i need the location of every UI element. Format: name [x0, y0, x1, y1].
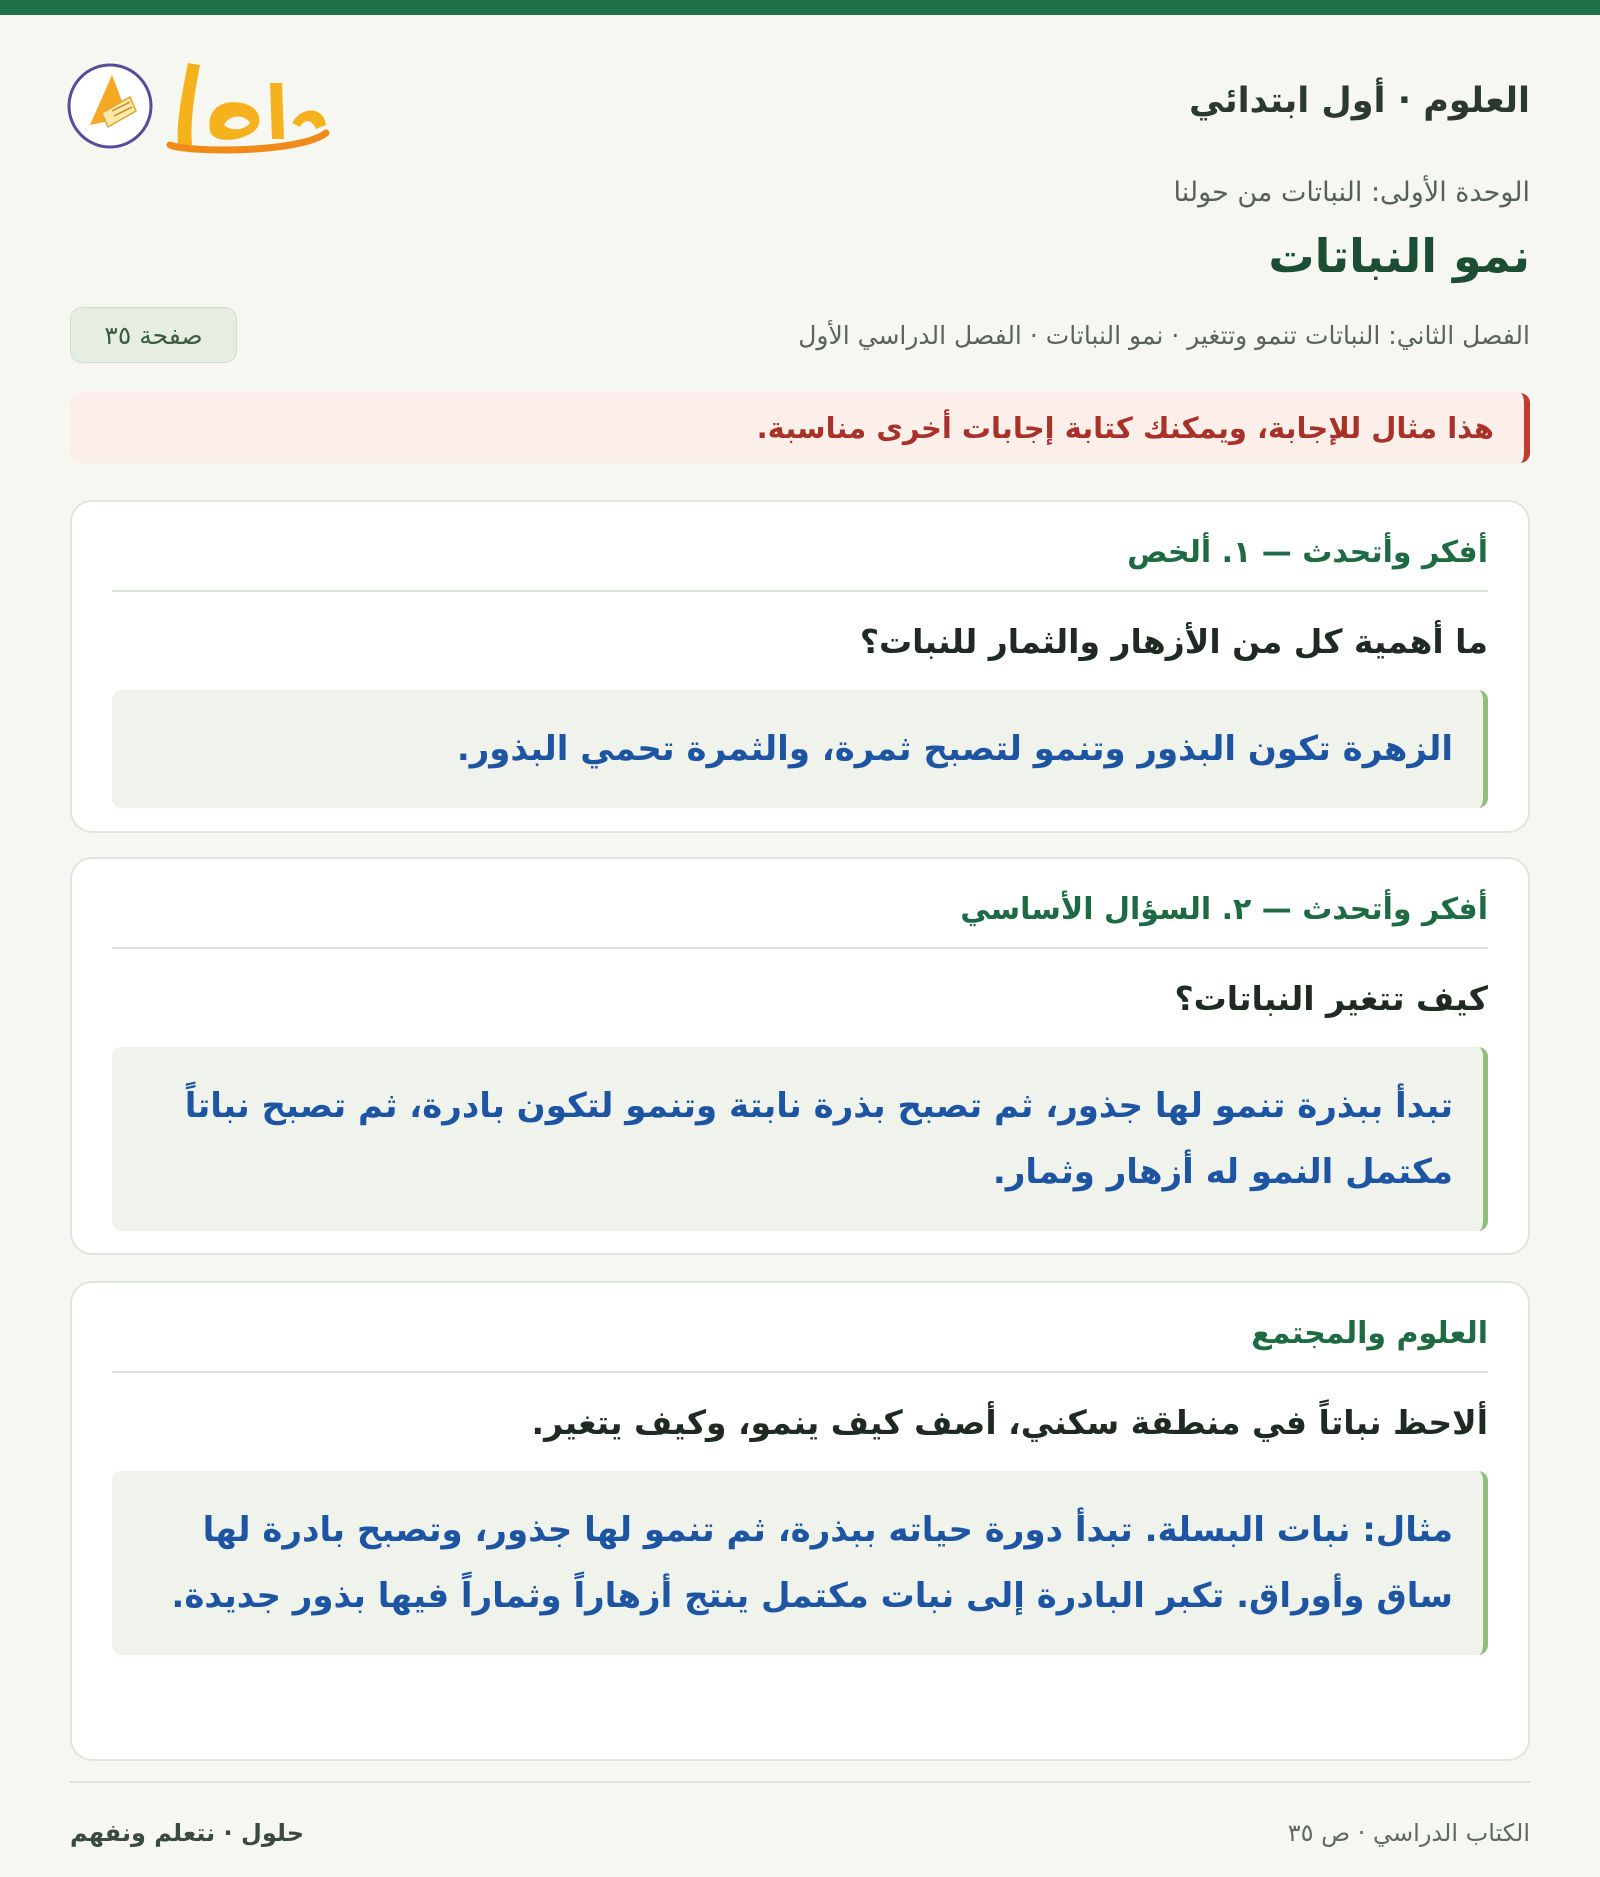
answer-box	[112, 1047, 1488, 1231]
card-heading: أفكر وأتحدث — ١. ألخص	[112, 502, 1488, 592]
question-text: ما أهمية كل من الأزهار والثمار للنبات؟	[859, 622, 1488, 661]
page-header	[67, 53, 1530, 153]
answer-box	[112, 690, 1488, 808]
top-accent-bar	[0, 0, 1600, 15]
unit-title: الوحدة الأولى: النباتات من حولنا	[1173, 177, 1530, 208]
lesson-title: نمو النباتات	[1268, 229, 1530, 283]
footer-book-page: الكتاب الدراسي · ص ٣٥	[1287, 1819, 1530, 1847]
answer-text: الزهرة تكون البذور وتنمو لتصبح ثمرة، والثمرة تحمي البذور.	[456, 729, 1453, 769]
question-card-summarize	[70, 500, 1530, 833]
question-text: كيف تتغير النباتات؟	[1174, 979, 1488, 1018]
answer-note-text: هذا مثال للإجابة، ويمكنك كتابة إجابات أخرى مناسبة.	[756, 411, 1494, 445]
question-text: ألاحظ نباتاً في منطقة سكني، أصف كيف ينمو، وكيف يتغير.	[531, 1403, 1488, 1442]
footer-divider	[70, 1781, 1530, 1783]
footer-brand-tagline: حلول · نتعلم ونفهم	[70, 1819, 304, 1847]
question-card-essential	[70, 857, 1530, 1255]
subject-grade-title: العلوم · أول ابتدائي	[1189, 81, 1530, 121]
question-card-science-society	[70, 1281, 1530, 1761]
hulul-logo-icon	[67, 53, 330, 153]
card-heading: أفكر وأتحدث — ٢. السؤال الأساسي	[112, 859, 1488, 949]
answer-text: مثال: نبات البسلة. تبدأ دورة حياته ببذرة، ثم تنمو لها جذور، وتصبح بادرة لها ساق وأوراق. تكبر البادرة إلى نبات مكتمل ينتج أزهاراً وثماراً فيها بذور جديدة.	[171, 1510, 1453, 1616]
answer-note-banner	[70, 393, 1530, 463]
logo-text: حلول	[67, 53, 70, 54]
page-number-badge: صفحة ٣٥	[70, 307, 237, 363]
breadcrumb: الفصل الثاني: النباتات تنمو وتتغير · نمو النباتات · الفصل الدراسي الأول	[798, 321, 1530, 350]
page-content	[67, 15, 1530, 1877]
answer-box	[112, 1471, 1488, 1655]
card-heading: العلوم والمجتمع	[112, 1283, 1488, 1373]
answer-text: تبدأ ببذرة تنمو لها جذور، ثم تصبح بذرة نابتة وتنمو لتكون بادرة، ثم تصبح نباتاً مكتمل النمو له أزهار وثمار.	[184, 1086, 1453, 1192]
